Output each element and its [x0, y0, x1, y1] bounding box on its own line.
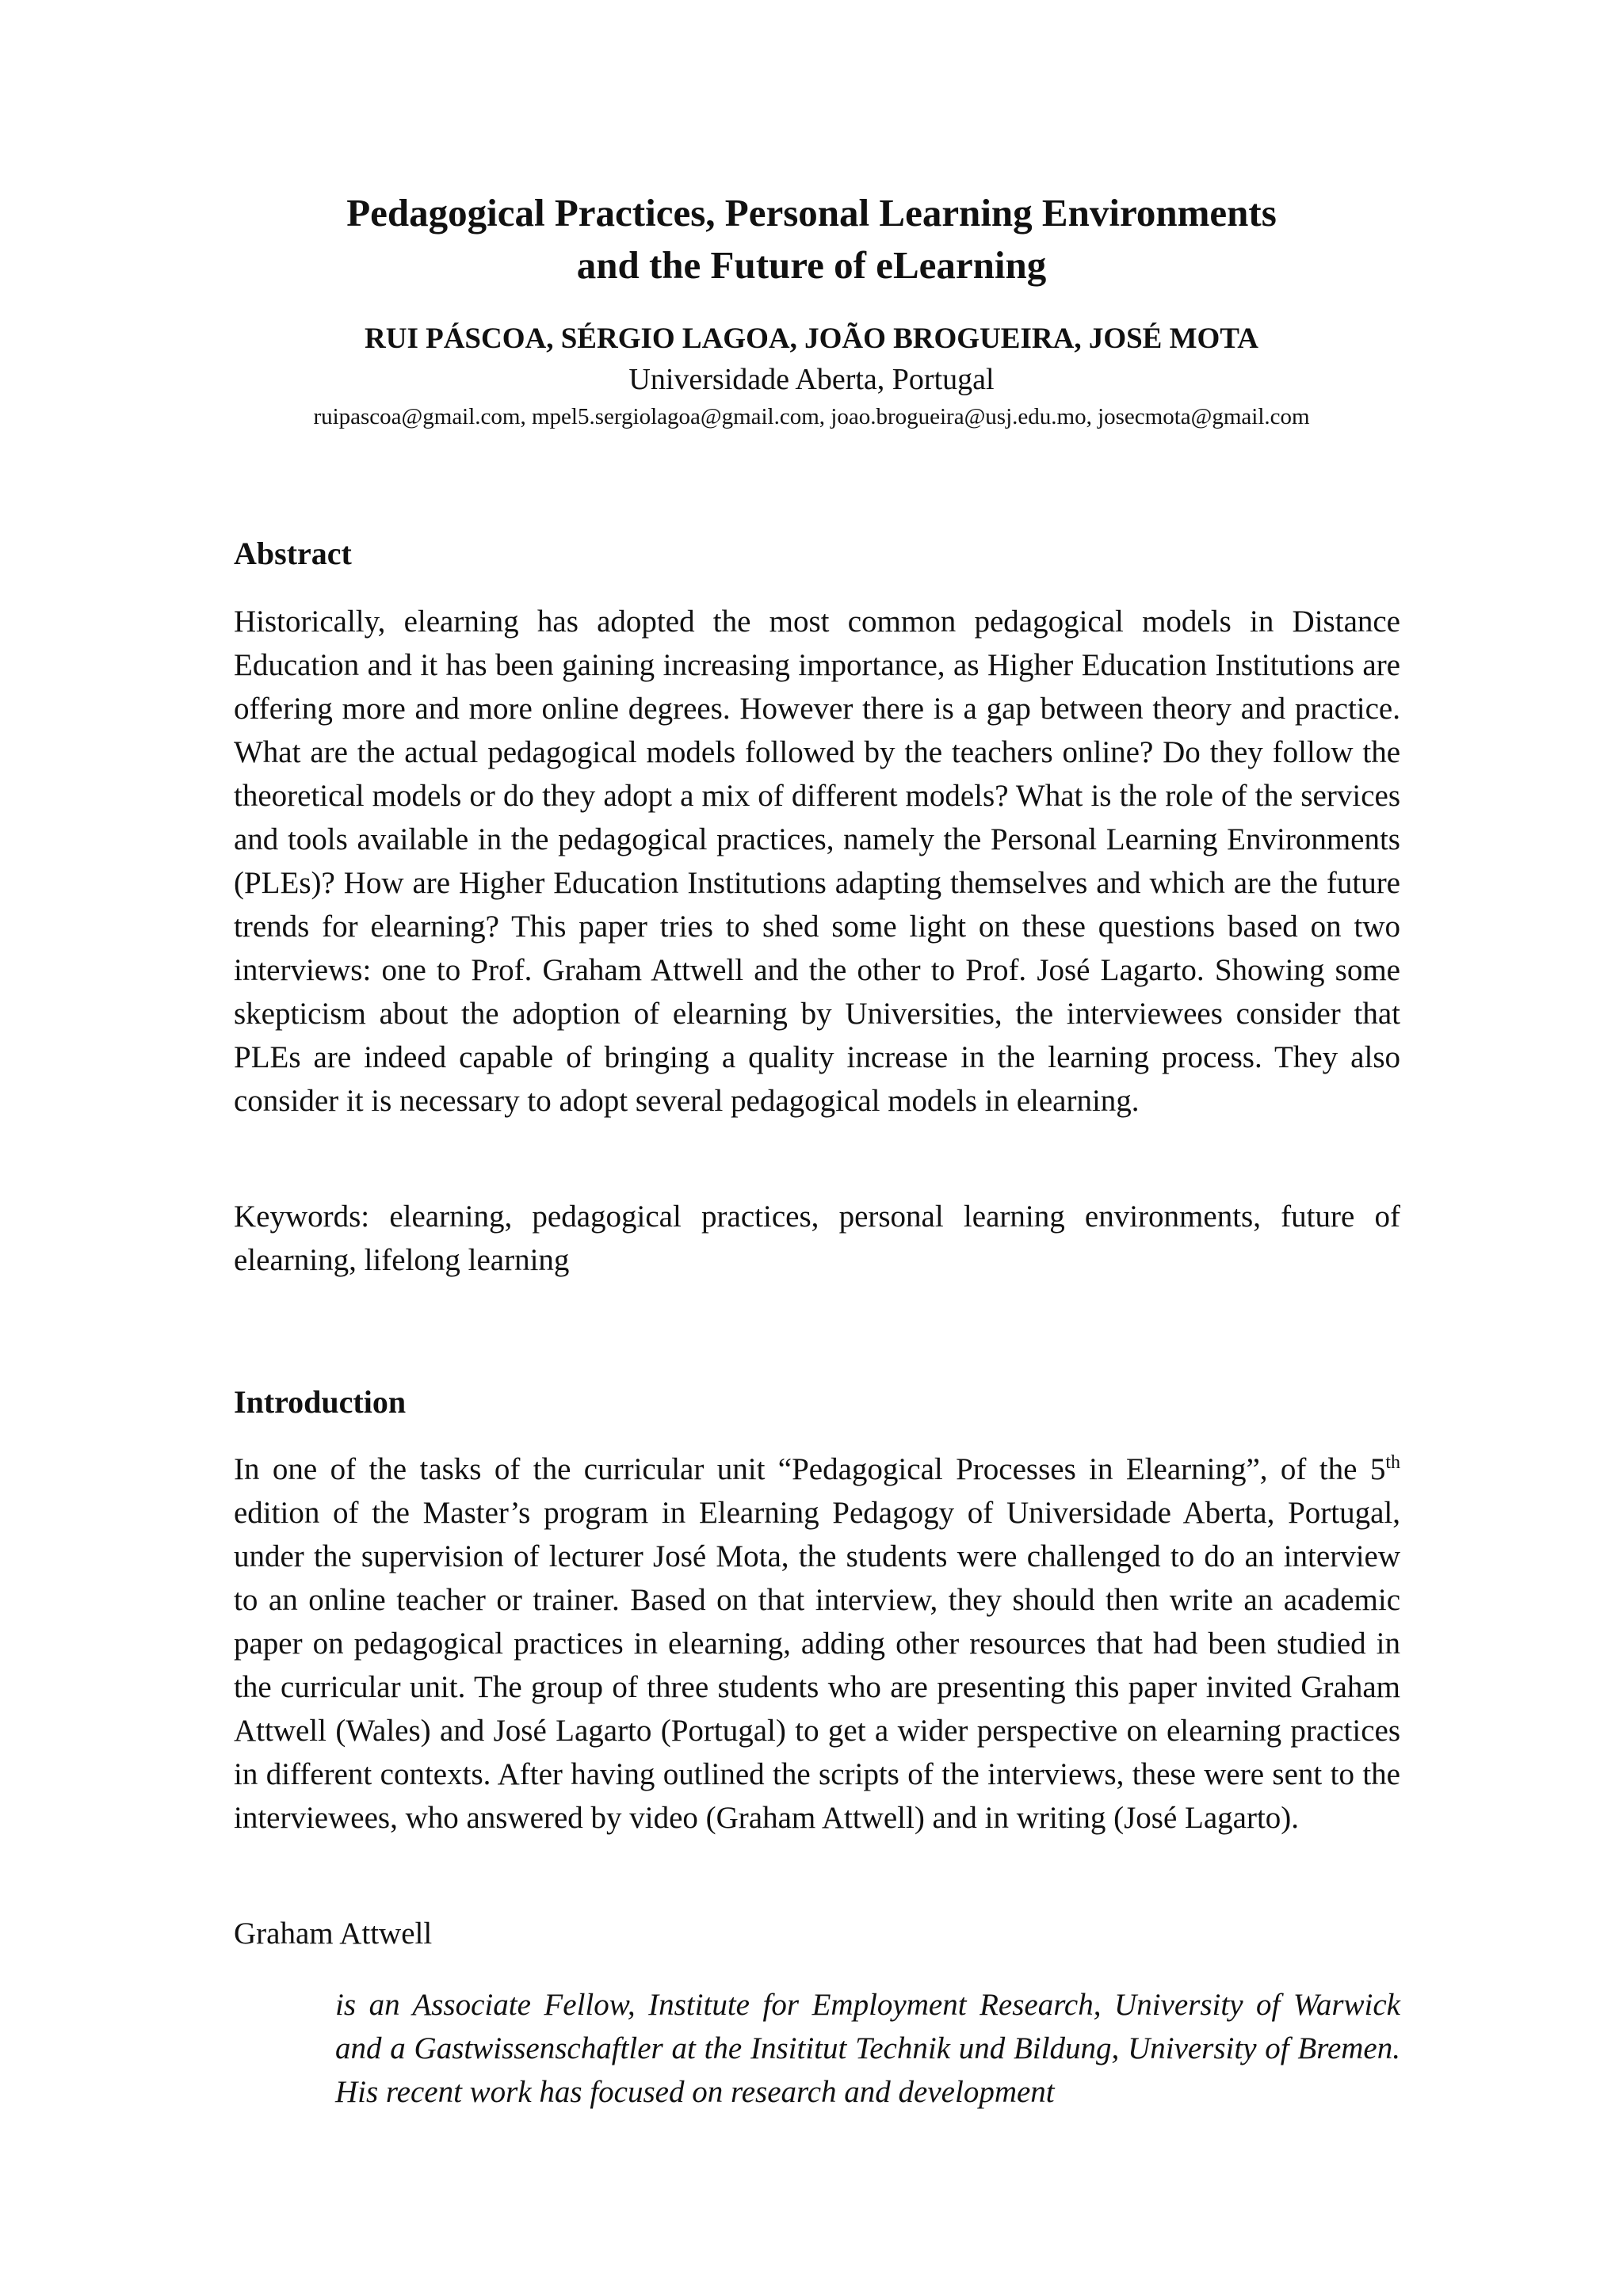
interviewee-name: Graham Attwell: [234, 1917, 433, 1951]
author-affiliation: Universidade Aberta, Portugal: [628, 363, 995, 396]
introduction-heading: Introduction: [234, 1384, 407, 1420]
abstract-heading: Abstract: [234, 536, 352, 571]
author-list: RUI PÁSCOA, SÉRGIO LAGOA, JOÃO BROGUEIRA, JOSÉ MOTA: [365, 322, 1258, 355]
abstract-text: Historically, elearning has adopted the most common pedagogical models in Distance Education and it has been gaining increasing importance, as Higher Education Institutions are offering more and more online degrees. However there is a gap between theory and practice. What are the actual pedagogical models followed by the teachers online? Do they follow the theoretical models or do they adopt a mix of different models? What is the role of the services and tools available in the pedagogical practices, namely the Personal Learning Environments (PLEs)? How are Higher Education Institutions adapting themselves and which are the future trends for elearning? This paper tries to shed some light on these questions based on two interviews: one to Prof. Graham Attwell and the other to Prof. José Lagarto. Showing some skepticism about the adoption of elearning by Universities, the interviewees consider that PLEs are indeed capable of bringing a quality increase in the learning process. They also consider it is necessary to adopt several pedagogical models in elearning.: [234, 605, 1400, 1118]
author-emails: ruipascoa@gmail.com, mpel5.sergiolagoa@gmail.com, joao.brogueira@usj.edu.mo, josecmota@gmail.com: [313, 404, 1310, 429]
introduction-paragraph: [234, 1447, 1400, 1840]
interviewee-bio: is an Associate Fellow, Institute for Employment Research, University of Warwick and a Gastwissenschaftler at the Insititut Technik und Bildung, University of Bremen. His recent work has focused on research and development: [335, 1988, 1400, 2109]
keywords: Keywords: elearning, pedagogical practices, personal learning environments, future of elearning, lifelong learning: [234, 1199, 1400, 1277]
edition-superscript: th: [1385, 1452, 1400, 1473]
introduction-text-start: In one of the tasks of the curricular unit “Pedagogical Processes in Elearning”, of the 5: [234, 1452, 1386, 1486]
paper-title-line-1: Pedagogical Practices, Personal Learning Environments: [346, 191, 1277, 235]
introduction-text-end: edition of the Master’s program in Elearning Pedagogy of Universidade Aberta, Portugal, under the supervision of lecturer José Mota, the students were challenged to do an interview to an online teacher or trainer. Based on that interview, they should then write an academic paper on pedagogical practices in elearning, adding other resources that had been studied in the curricular unit. The group of three students who are presenting this paper invited Graham Attwell (Wales) and José Lagarto (Portugal) to get a wider perspective on elearning practices in different contexts. After having outlined the scripts of the interviews, these were sent to the interviewees, who answered by video (Graham Attwell) and in writing (José Lagarto).: [234, 1496, 1400, 1835]
paper-title-line-2: and the Future of eLearning: [576, 243, 1047, 287]
paper-title: [0, 187, 1623, 292]
